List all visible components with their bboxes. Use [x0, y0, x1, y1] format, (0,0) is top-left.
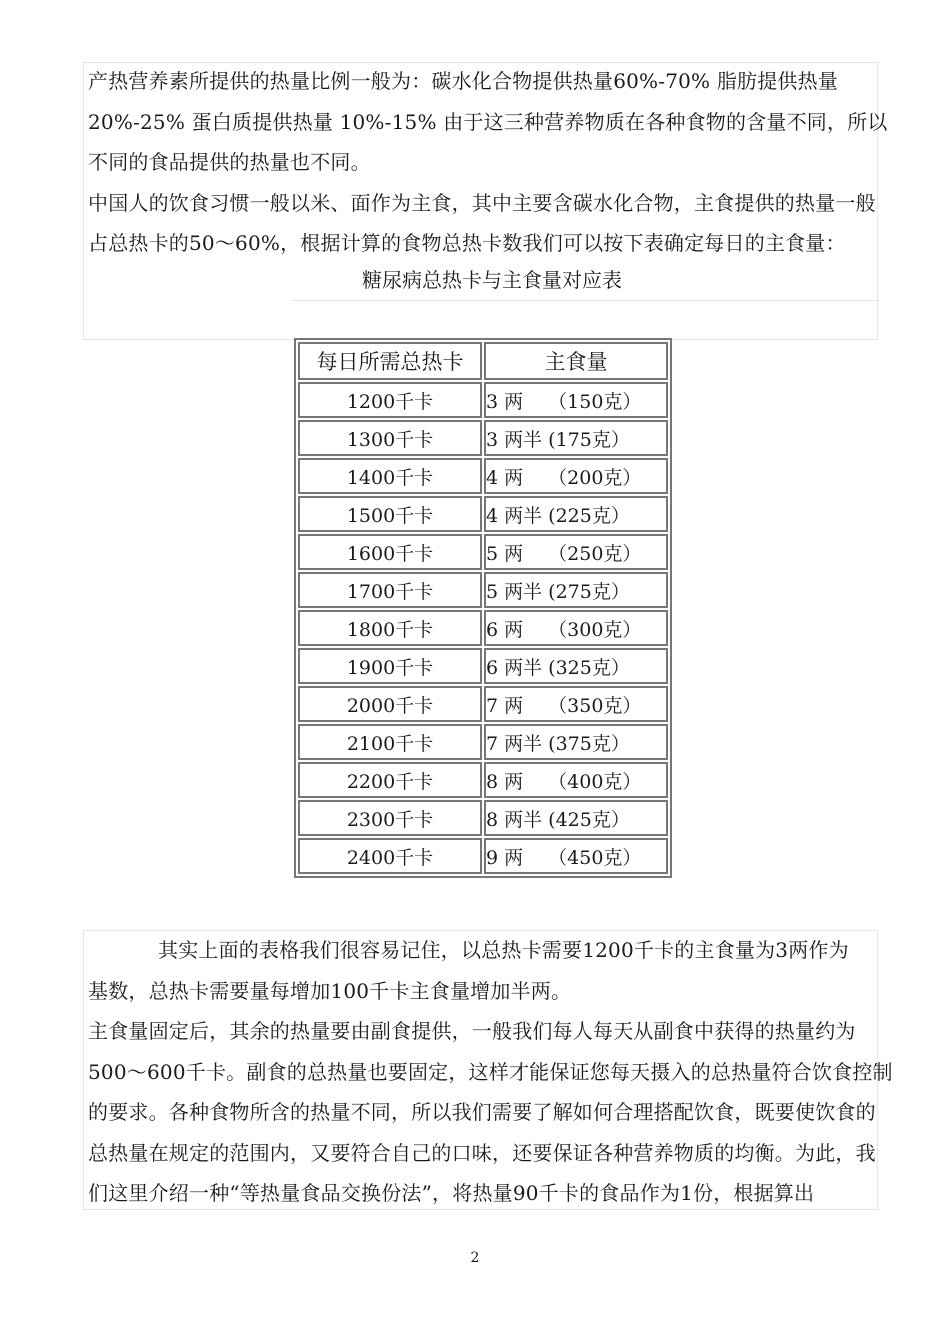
cell-calories: 2200千卡 — [298, 762, 482, 798]
explanation-line-4: 500～600千卡。副食的总热量也要固定，这样才能保证您每天摄入的总热量符合饮食控制 — [88, 1060, 893, 1084]
cell-calories: 1800千卡 — [298, 610, 482, 646]
intro-line-4: 中国人的饮食习惯一般以米、面作为主食，其中主要含碳水化合物，主食提供的热量一般 — [88, 191, 876, 215]
explanation-line-1: 其实上面的表格我们很容易记住，以总热卡需要1200千卡的主食量为3两作为 — [158, 938, 849, 962]
table-row — [298, 458, 668, 494]
table-row — [298, 610, 668, 646]
cell-staple-amount: 8 两 （400克） — [484, 762, 668, 798]
cell-staple-amount: 6 两 （300克） — [484, 610, 668, 646]
table-caption: 糖尿病总热卡与主食量对应表 — [362, 268, 622, 292]
table-row — [298, 572, 668, 608]
header-calories: 每日所需总热卡 — [298, 342, 482, 380]
explanation-line-6: 总热量在规定的范围内，又要符合自己的口味，还要保证各种营养物质的均衡。为此，我 — [88, 1141, 876, 1165]
cell-staple-amount: 7 两半 (375克） — [484, 724, 668, 760]
cell-staple-amount: 5 两半 (275克） — [484, 572, 668, 608]
table-row — [298, 762, 668, 798]
explanation-line-3: 主食量固定后，其余的热量要由副食提供，一般我们每人每天从副食中获得的热量约为 — [88, 1019, 856, 1043]
cell-staple-amount: 9 两 （450克） — [484, 838, 668, 874]
cell-staple-amount: 6 两半 (325克） — [484, 648, 668, 684]
table-row — [298, 686, 668, 722]
cell-calories: 1700千卡 — [298, 572, 482, 608]
cell-calories: 1600千卡 — [298, 534, 482, 570]
header-staple-amount: 主食量 — [484, 342, 668, 380]
explanation-line-5: 的要求。各种食物所含的热量不同，所以我们需要了解如何合理搭配饮食，既要使饮食的 — [88, 1100, 876, 1124]
cell-staple-amount: 3 两 （150克） — [484, 382, 668, 418]
intro-line-1: 产热营养素所提供的热量比例一般为：碳水化合物提供热量60%-70% 脂肪提供热量 — [88, 69, 839, 93]
page-number: 2 — [470, 1250, 480, 1266]
explanation-line-2: 基数，总热卡需要量每增加100千卡主食量增加半两。 — [88, 979, 572, 1003]
cell-calories: 2300千卡 — [298, 800, 482, 836]
calorie-staple-table — [294, 338, 672, 878]
table-row — [298, 534, 668, 570]
explanation-line-7: 们这里介绍一种“等热量食品交换份法”，将热量90千卡的食品作为1份，根据算出 — [88, 1181, 815, 1205]
cell-staple-amount: 3 两半 (175克） — [484, 420, 668, 456]
cell-calories: 2000千卡 — [298, 686, 482, 722]
intro-line-3: 不同的食品提供的热量也不同。 — [88, 150, 371, 174]
cell-calories: 1900千卡 — [298, 648, 482, 684]
cell-calories: 1500千卡 — [298, 496, 482, 532]
cell-calories: 2100千卡 — [298, 724, 482, 760]
table-row — [298, 420, 668, 456]
cell-calories: 1400千卡 — [298, 458, 482, 494]
cell-calories: 2400千卡 — [298, 838, 482, 874]
cell-staple-amount: 7 两 （350克） — [484, 686, 668, 722]
table-row — [298, 800, 668, 836]
table-header-row — [298, 342, 668, 380]
table-row — [298, 382, 668, 418]
table-row — [298, 724, 668, 760]
text-frame-divider — [292, 300, 879, 302]
cell-staple-amount: 5 两 （250克） — [484, 534, 668, 570]
cell-calories: 1300千卡 — [298, 420, 482, 456]
cell-staple-amount: 4 两半 (225克） — [484, 496, 668, 532]
cell-staple-amount: 8 两半 (425克） — [484, 800, 668, 836]
intro-line-5: 占总热卡的50～60%，根据计算的食物总热卡数我们可以按下表确定每日的主食量： — [88, 231, 846, 255]
cell-calories: 1200千卡 — [298, 382, 482, 418]
table-row — [298, 496, 668, 532]
cell-staple-amount: 4 两 （200克） — [484, 458, 668, 494]
table-row — [298, 838, 668, 874]
intro-line-2: 20%-25% 蛋白质提供热量 10%-15% 由于这三种营养物质在各种食物的含量不同，所以 — [88, 110, 888, 134]
table-row — [298, 648, 668, 684]
